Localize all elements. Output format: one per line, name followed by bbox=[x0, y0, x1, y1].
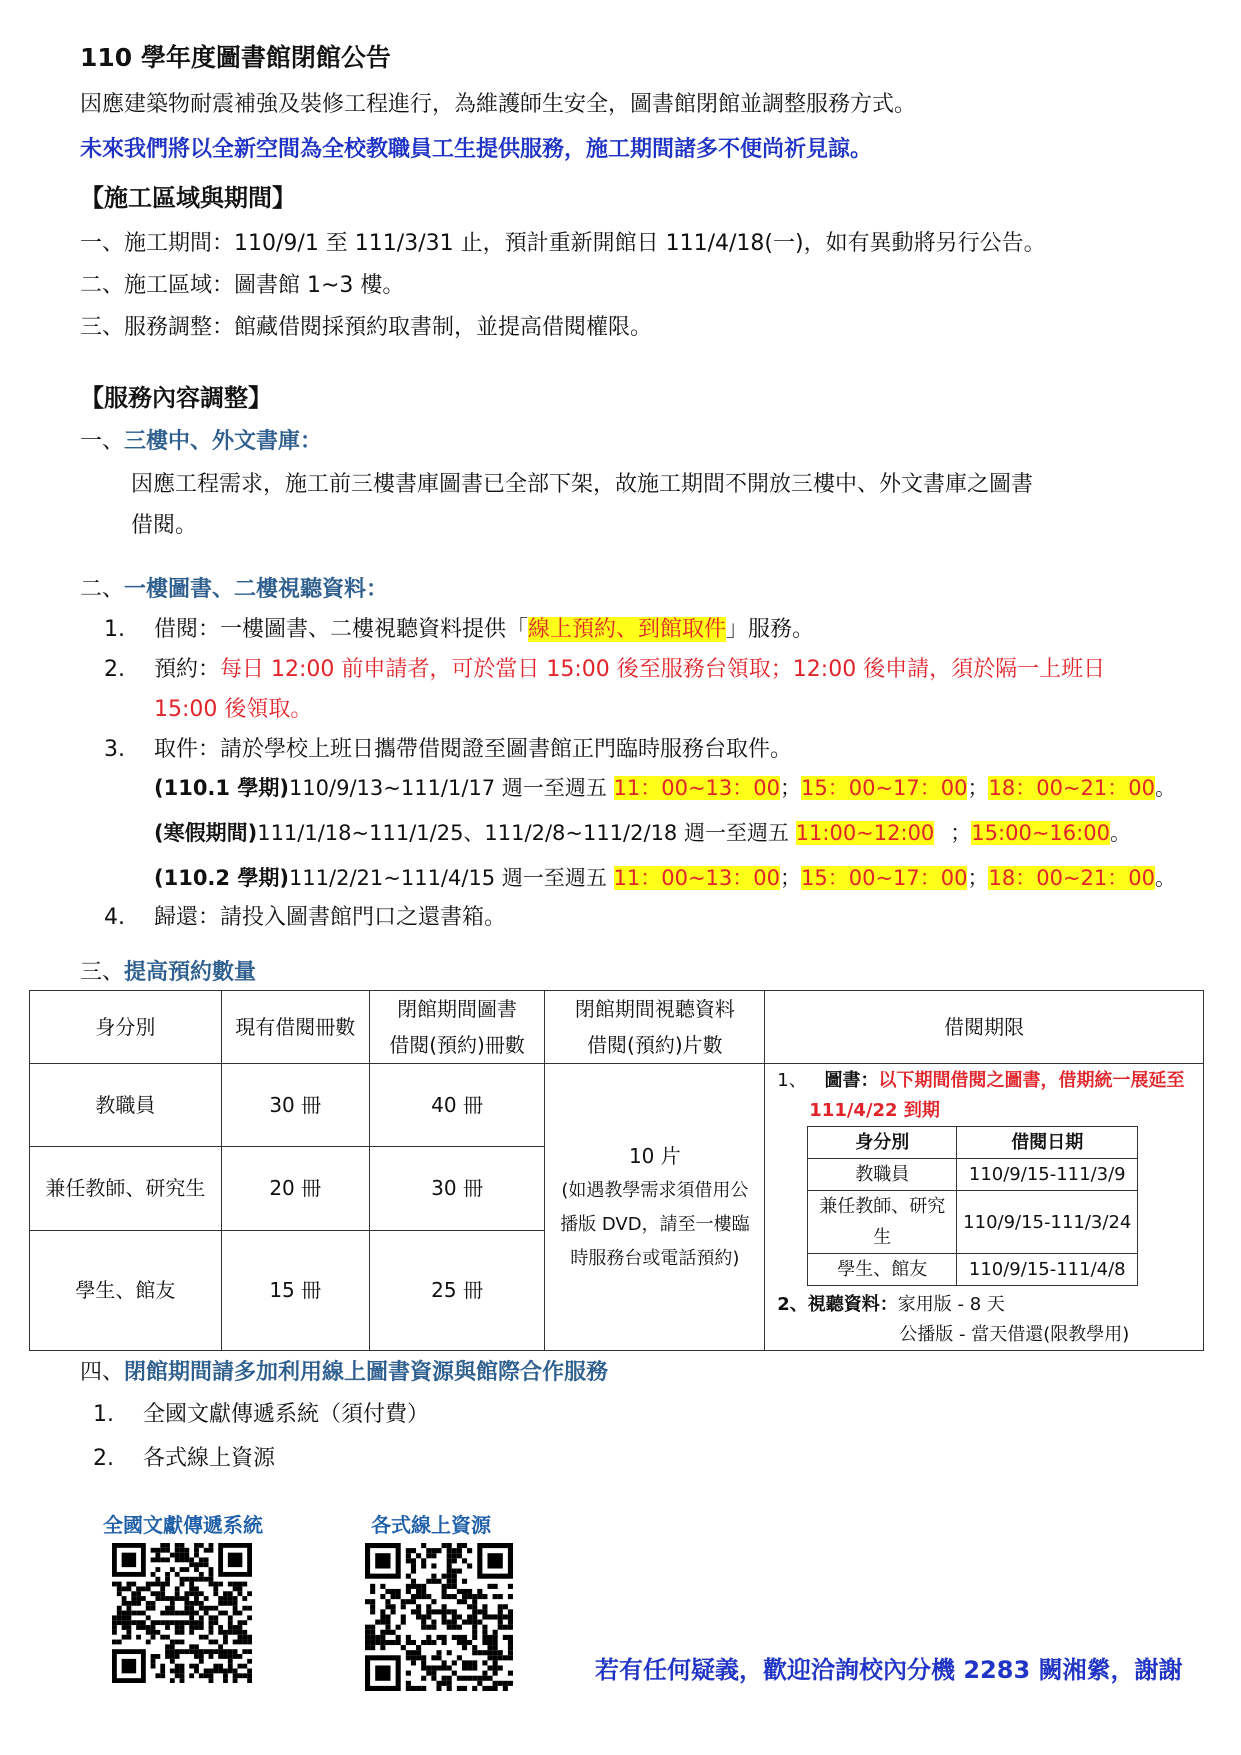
inner-cell: 兼任教師、研究生 bbox=[808, 1191, 957, 1254]
item-text: 預約： bbox=[154, 657, 221, 682]
sub2-item-3 bbox=[104, 732, 792, 763]
item-number: 1. bbox=[104, 617, 125, 642]
table-cell: 20 冊 bbox=[221, 1147, 369, 1230]
table-cell: 兼任教師、研究生 bbox=[30, 1147, 222, 1230]
separator: ； bbox=[780, 776, 801, 800]
item-text: 各式線上資源 bbox=[143, 1446, 276, 1471]
av-count: 10 片 bbox=[628, 1144, 681, 1168]
item-number: 2. bbox=[104, 657, 125, 682]
section2-heading: 【服務內容調整】 bbox=[80, 384, 272, 412]
table-cell: 15 冊 bbox=[221, 1230, 369, 1351]
table-header bbox=[545, 991, 765, 1064]
section1-item: 三、服務調整：館藏借閱採預約取書制，並提高借閱權限。 bbox=[80, 315, 653, 340]
section4-item-2 bbox=[93, 1441, 275, 1472]
highlight-text: 線上預約、到館取件 bbox=[528, 617, 727, 642]
sub1-prefix: 一、 bbox=[80, 429, 125, 454]
schedule-range: 110/9/13~111/1/17 週一至週五 bbox=[288, 776, 614, 800]
red-text: 每日 12:00 前申請者，可於當日 15:00 後至服務台領取；12:00 後申請，須於隔一上班日 bbox=[220, 657, 1106, 682]
sub1-line: 借閱。 bbox=[131, 513, 198, 538]
period-mark: 。 bbox=[1154, 866, 1176, 890]
qr-code[interactable] bbox=[365, 1543, 513, 1691]
table-cell: 30 冊 bbox=[221, 1064, 369, 1147]
header-line: 閉館期間視聽資料 bbox=[574, 997, 735, 1021]
borrow-period-cell bbox=[765, 1064, 1204, 1351]
table-header: 借閱期限 bbox=[765, 991, 1204, 1064]
qr-label-1: 全國文獻傳遞系統 bbox=[103, 1513, 263, 1537]
schedule-line-3 bbox=[154, 862, 1176, 892]
contact-footer: 若有任何疑義，歡迎洽詢校內分機 2283 闕湘縈，謝謝 bbox=[595, 1656, 1183, 1684]
item-number: 1. bbox=[93, 1402, 114, 1427]
intro-highlight: 未來我們將以全新空間為全校教職員工生提供服務，施工期間諸多不便尚祈見諒。 bbox=[80, 137, 873, 162]
table-cell: 30 冊 bbox=[369, 1147, 545, 1230]
item-number: 2. bbox=[93, 1446, 114, 1471]
av-note: (如遇教學需求須借用公 bbox=[561, 1180, 749, 1201]
inner-cell: 110/9/15-111/4/8 bbox=[957, 1254, 1138, 1286]
inner-header: 借閱日期 bbox=[957, 1127, 1138, 1159]
inner-header: 身分別 bbox=[808, 1127, 957, 1159]
qr-code[interactable] bbox=[112, 1543, 252, 1683]
table-row bbox=[30, 1064, 1204, 1147]
sub3-prefix: 三、 bbox=[80, 960, 125, 985]
section4-title: 閉館期間請多加利用線上圖書資源與館際合作服務 bbox=[124, 1360, 609, 1385]
sub3-heading bbox=[80, 955, 256, 986]
section1-item: 一、施工期間：110/9/1 至 111/3/31 止，預計重新開館日 111/4/18(一)，如有異動將另行公告。 bbox=[80, 231, 1046, 256]
inner-date-table bbox=[807, 1126, 1138, 1286]
time-slot: 15:00~16:00 bbox=[971, 821, 1110, 845]
table-cell: 25 冊 bbox=[369, 1230, 545, 1351]
quota-table bbox=[29, 990, 1204, 1351]
page-title: 110 學年度圖書館閉館公告 bbox=[80, 43, 391, 72]
sub1-line: 因應工程需求，施工前三樓書庫圖書已全部下架，故施工期間不開放三樓中、外文書庫之圖書 bbox=[131, 472, 1034, 497]
time-slot: 11:00~12:00 bbox=[795, 821, 935, 845]
header-line: 借閱(預約)冊數 bbox=[389, 1033, 525, 1057]
item-text: 家用版 - 8 天 bbox=[897, 1294, 1005, 1315]
section4-item-1 bbox=[93, 1397, 429, 1428]
inner-row bbox=[808, 1159, 1138, 1191]
av-cell bbox=[545, 1064, 765, 1351]
time-slot: 18：00~21：00 bbox=[988, 866, 1155, 890]
item-text: 取件：請於學校上班日攜帶借閱證至圖書館正門臨時服務台取件。 bbox=[154, 737, 793, 762]
table-header bbox=[369, 991, 545, 1064]
inner-row bbox=[808, 1191, 1138, 1254]
item-text: 借閱：一樓圖書、二樓視聽資料提供「 bbox=[154, 617, 529, 642]
item-number: 2、 bbox=[777, 1294, 808, 1315]
time-slot: 15：00~17：00 bbox=[801, 776, 968, 800]
separator: ； bbox=[950, 821, 972, 845]
schedule-line-2 bbox=[154, 817, 1131, 847]
separator: ； bbox=[967, 776, 989, 800]
time-slot: 18：00~21：00 bbox=[988, 776, 1155, 800]
item-text: 全國文獻傳遞系統（須付費） bbox=[143, 1402, 430, 1427]
time-slot: 11：00~13：00 bbox=[613, 776, 780, 800]
header-line: 借閱(預約)片數 bbox=[587, 1033, 723, 1057]
item-text: 公播版 - 當天借還(限教學用) bbox=[899, 1324, 1130, 1345]
table-header: 現有借閱冊數 bbox=[221, 991, 369, 1064]
item-text: 」服務。 bbox=[726, 617, 815, 642]
sub2-item-2 bbox=[104, 652, 1105, 683]
sub1-heading bbox=[80, 424, 322, 455]
inner-cell: 110/9/15-111/3/24 bbox=[957, 1191, 1138, 1254]
table-header: 身分別 bbox=[30, 991, 222, 1064]
sub2-item-1 bbox=[104, 612, 814, 643]
red-text: 15:00 後領取。 bbox=[154, 697, 313, 722]
period-mark: 。 bbox=[1154, 776, 1176, 800]
red-text: 以下期間借閱之圖書，借期統一展延至 bbox=[878, 1070, 1185, 1091]
inner-cell: 110/9/15-111/3/9 bbox=[957, 1159, 1138, 1191]
sub2-title: 一樓圖書、二樓視聽資料： bbox=[124, 577, 389, 602]
sub2-heading bbox=[80, 572, 388, 603]
av-note: 時服務台或電話預約) bbox=[570, 1248, 740, 1269]
intro-text: 因應建築物耐震補強及裝修工程進行，為維護師生安全，圖書館閉館並調整服務方式。 bbox=[80, 92, 917, 117]
inner-cell: 教職員 bbox=[808, 1159, 957, 1191]
period-mark: 。 bbox=[1109, 821, 1131, 845]
inner-row bbox=[808, 1254, 1138, 1286]
schedule-label: (寒假期間) bbox=[154, 821, 258, 845]
red-text: 111/4/22 到期 bbox=[809, 1100, 940, 1121]
period-item-1 bbox=[765, 1064, 1203, 1096]
schedule-range: 111/2/21~111/4/15 週一至週五 bbox=[288, 866, 614, 890]
item-label: 圖書： bbox=[824, 1070, 879, 1091]
table-header-row bbox=[30, 991, 1204, 1064]
separator: ； bbox=[967, 866, 989, 890]
table-cell: 學生、館友 bbox=[30, 1230, 222, 1351]
schedule-label: (110.2 學期) bbox=[154, 866, 289, 890]
item-number: 1、 bbox=[777, 1070, 807, 1091]
inner-cell: 學生、館友 bbox=[808, 1254, 957, 1286]
sub2-prefix: 二、 bbox=[80, 577, 125, 602]
period-item-2 bbox=[765, 1286, 1203, 1320]
section4-heading bbox=[80, 1355, 608, 1386]
section4-prefix: 四、 bbox=[80, 1360, 125, 1385]
schedule-range: 111/1/18~111/1/25、111/2/8~111/2/18 週一至週五 bbox=[257, 821, 796, 845]
qr-label-2: 各式線上資源 bbox=[371, 1513, 491, 1537]
time-slot: 15：00~17：00 bbox=[801, 866, 968, 890]
table-cell: 40 冊 bbox=[369, 1064, 545, 1147]
inner-header-row bbox=[808, 1127, 1138, 1159]
time-slot: 11：00~13：00 bbox=[613, 866, 780, 890]
item-number: 3. bbox=[104, 737, 125, 762]
header-line: 閉館期間圖書 bbox=[397, 997, 518, 1021]
schedule-label: (110.1 學期) bbox=[154, 776, 289, 800]
av-note: 播版 DVD，請至一樓臨 bbox=[560, 1214, 750, 1235]
schedule-line-1 bbox=[154, 772, 1176, 802]
item-label: 視聽資料： bbox=[807, 1294, 898, 1315]
item-number: 4. bbox=[104, 905, 125, 930]
sub3-title: 提高預約數量 bbox=[124, 960, 257, 985]
item-text: 歸還：請投入圖書館門口之還書箱。 bbox=[154, 905, 507, 930]
separator: ； bbox=[780, 866, 801, 890]
sub1-title: 三樓中、外文書庫： bbox=[124, 429, 323, 454]
sub2-item-4 bbox=[104, 900, 506, 931]
table-cell: 教職員 bbox=[30, 1064, 222, 1147]
section1-heading: 【施工區域與期間】 bbox=[80, 184, 296, 212]
section1-item: 二、施工區域：圖書館 1~3 樓。 bbox=[80, 273, 405, 298]
